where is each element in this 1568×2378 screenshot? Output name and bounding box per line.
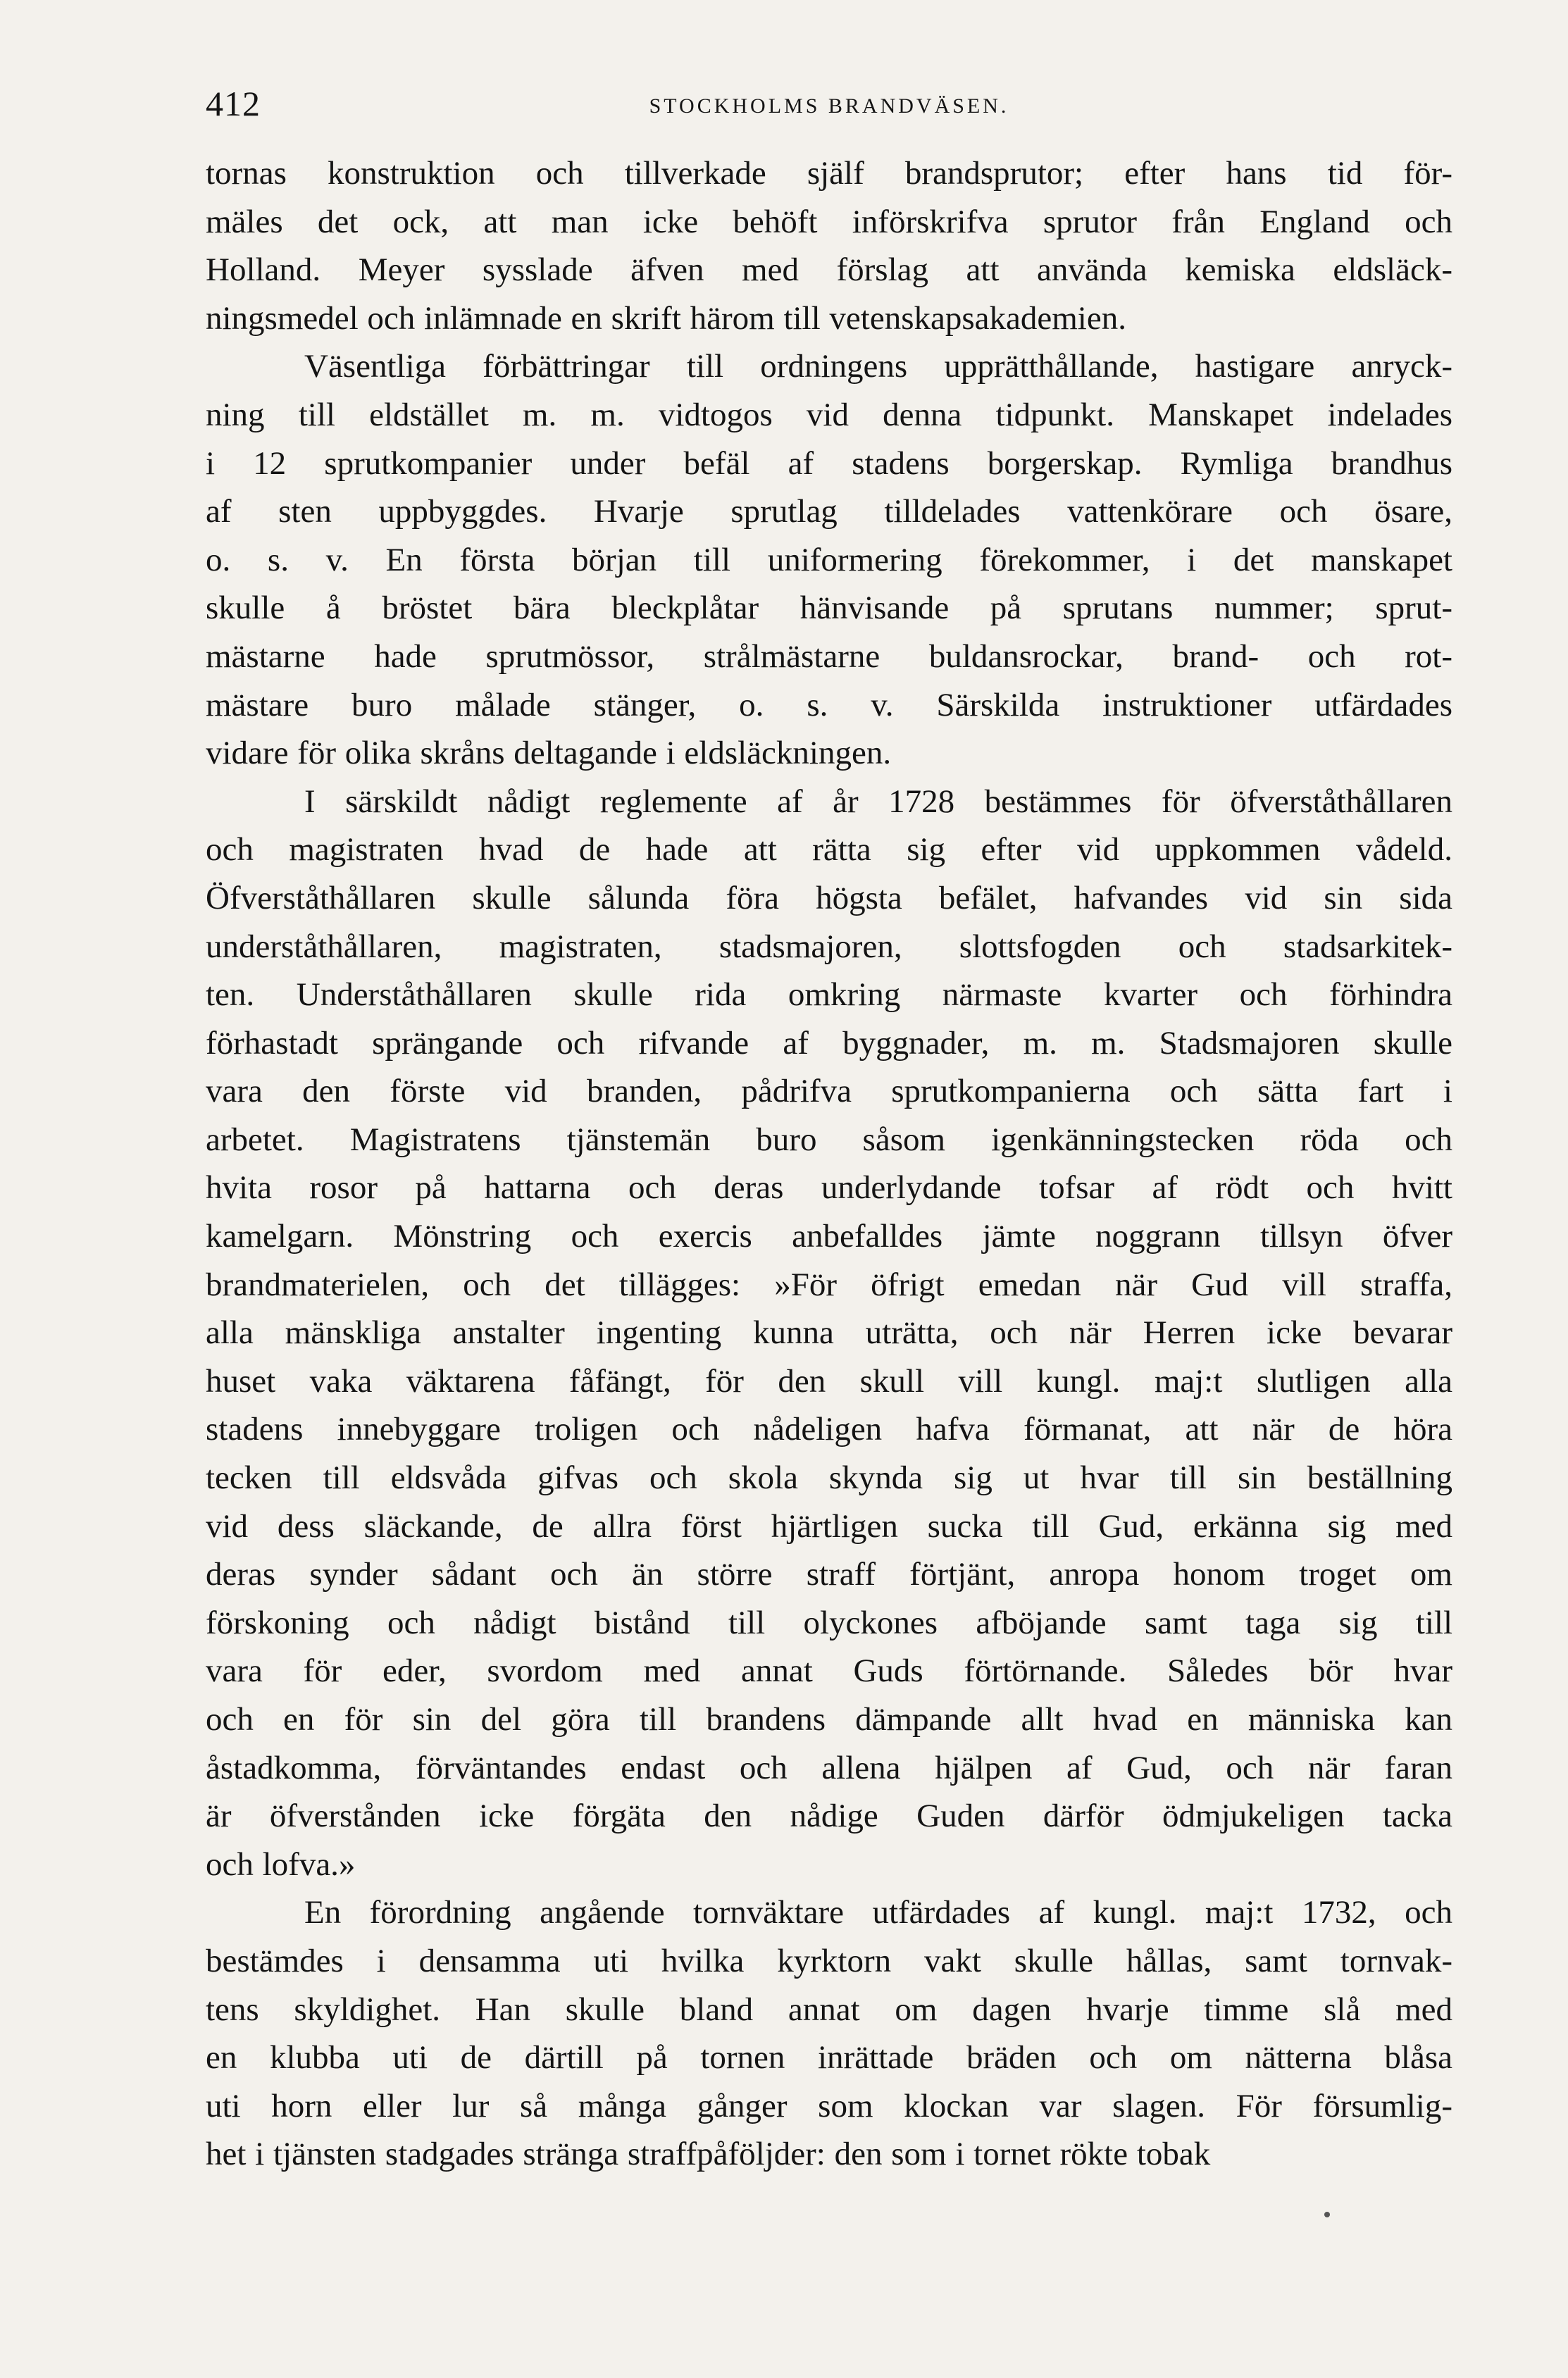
text-line: I särskildt nådigt reglemente af år 1728 bestämmes för öfverståthållaren [304,783,1452,820]
text-line: Öfverståthållaren skulle sålunda föra högsta befälet, hafvandes vid sin sida [206,879,1452,916]
text-line: ningsmedel och inlämnade en skrift härom till vetenskapsakademien. [206,299,1126,337]
text-line: ten. Underståthållaren skulle rida omkring närmaste kvarter och förhindra [206,976,1452,1014]
text-line: mästare buro målade stänger, o. s. v. Särskilda instruktioner utfärdades [206,686,1452,723]
paragraph [206,149,1452,342]
text-line: en klubba uti de därtill på tornen inrättade bräden och om nätterna blåsa [206,2039,1452,2077]
text-line: mästarne hade sprutmössor, strålmästarne buldansrockar, brand- och rot- [206,637,1452,675]
text-line: deras synder sådant och än större straff förtjänt, anropa honom troget om [206,1556,1452,1593]
text-line: het i tjänsten stadgades stränga straffpåföljder: den som i tornet rökte tobak [206,2136,1211,2173]
text-line: alla mänskliga anstalter ingenting kunna uträtta, och när Herren icke bevarar [206,1314,1452,1352]
text-line: tens skyldighet. Han skulle bland annat om dagen hvarje timme slå med [206,1991,1452,2028]
text-line: och lofva.» [206,1845,356,1883]
text-line: mäles det ock, att man icke behöft införskrifva sprutor från England och [206,203,1452,240]
text-line: förskoning och nådigt bistånd till olyckones afböjande samt taga sig till [206,1604,1452,1641]
text-line: hvita rosor på hattarna och deras underlydande tofsar af rödt och hvitt [206,1169,1452,1207]
text-line: vara för eder, svordom med annat Guds förtörnande. Således bör hvar [206,1652,1452,1690]
text-line: tecken till eldsvåda gifvas och skola skynda sig ut hvar till sin beställning [206,1459,1452,1497]
text-line: arbetet. Magistratens tjänstemän buro såsom igenkänningstecken röda och [206,1121,1452,1158]
text-line: åstadkomma, förväntandes endast och allena hjälpen af Gud, och när faran [206,1749,1452,1786]
text-line: En förordning angående tornväktare utfärdades af kungl. maj:t 1732, och [304,1894,1452,1931]
text-line: af sten uppbyggdes. Hvarje sprutlag tilldelades vattenkörare och ösare, [206,493,1452,530]
text-line: kamelgarn. Mönstring och exercis anbefalldes jämte noggrann tillsyn öfver [206,1218,1452,1255]
page-number: 412 [206,84,261,123]
text-line: brandmaterielen, och det tillägges: »För öfrigt emedan när Gud vill straffa, [206,1266,1452,1303]
body-text [206,149,1452,2179]
paragraph [206,1888,1452,2179]
text-line: skulle å bröstet bära bleckplåtar hänvisande på sprutans nummer; sprut- [206,590,1452,627]
text-line: Holland. Meyer sysslade äfven med förslag att använda kemiska eldsläck- [206,251,1452,289]
text-line: och en för sin del göra till brandens dämpande allt hvad en människa kan [206,1701,1452,1738]
text-line: vidare för olika skråns deltagande i eldsläckningen. [206,735,892,772]
paragraph [206,342,1452,777]
text-line: Väsentliga förbättringar till ordningens upprätthållande, hastigare anryck- [304,348,1452,385]
text-line: vara den förste vid branden, pådrifva sprutkompanierna och sätta fart i [206,1073,1452,1110]
text-line: är öfverstånden icke förgäta den nådige Guden därför ödmjukeligen tacka [206,1798,1452,1835]
text-line: förhastadt sprängande och rifvande af byggnader, m. m. Stadsmajoren skulle [206,1024,1452,1062]
text-line: vid dess släckande, de allra först hjärtligen sucka till Gud, erkänna sig med [206,1507,1452,1545]
running-title: STOCKHOLMS BRANDVÄSEN. [649,94,1009,118]
text-line: och magistraten hvad de hade att rätta sig efter vid uppkommen vådeld. [206,831,1452,869]
text-line: underståthållaren, magistraten, stadsmajoren, slottsfogden och stadsarkitek- [206,928,1452,965]
text-line: ning till eldstället m. m. vidtogos vid denna tidpunkt. Manskapet indelades [206,396,1452,433]
text-line: stadens innebyggare troligen och nådeligen hafva förmanat, att när de höra [206,1411,1452,1448]
text-line: uti horn eller lur så många gånger som klockan var slagen. För försumlig- [206,2087,1452,2124]
print-speck [1324,2212,1330,2217]
text-line: bestämdes i densamma uti hvilka kyrktorn vakt skulle hållas, samt tornvak- [206,1942,1452,1979]
paragraph [206,778,1452,1889]
text-line: huset vaka väktarena fåfängt, för den skull vill kungl. maj:t slutligen alla [206,1362,1452,1400]
page-header [206,83,1452,139]
text-line: i 12 sprutkompanier under befäl af stadens borgerskap. Rymliga brandhus [206,444,1452,482]
text-line: tornas konstruktion och tillverkade själf brandsprutor; efter hans tid för- [206,155,1452,192]
text-line: o. s. v. En första början till uniformering förekommer, i det manskapet [206,541,1452,578]
